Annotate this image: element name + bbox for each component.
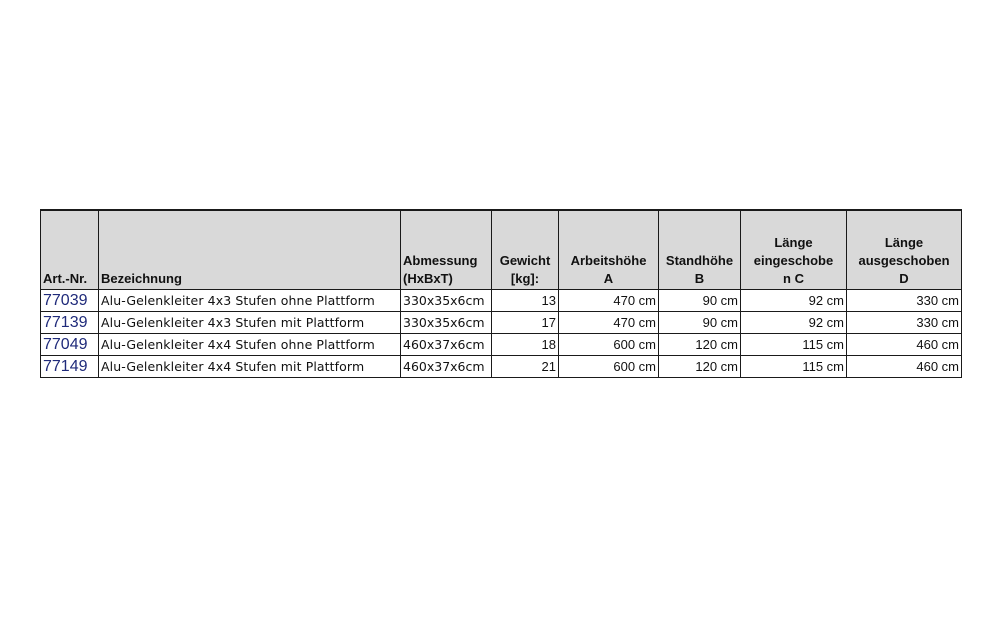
header-laenge-eingeschoben bbox=[741, 210, 847, 290]
header-laenge-ein-line-1: Länge bbox=[774, 235, 813, 250]
cell-arbeitshoehe: 470 cm bbox=[559, 290, 659, 312]
cell-abmessung: 460x37x6cm bbox=[401, 334, 492, 356]
cell-arbeitshoehe: 600 cm bbox=[559, 334, 659, 356]
header-gewicht-line-1: Gewicht bbox=[499, 253, 551, 268]
cell-laenge-ausgeschoben: 330 cm bbox=[847, 290, 962, 312]
header-row bbox=[41, 210, 962, 290]
cell-arbeitshoehe: 470 cm bbox=[559, 312, 659, 334]
cell-bezeichnung: Alu-Gelenkleiter 4x3 Stufen mit Plattform bbox=[99, 312, 401, 334]
header-art-nr bbox=[41, 210, 99, 290]
header-arbeitshoehe-line-2: A bbox=[603, 271, 614, 286]
cell-standhoehe: 120 cm bbox=[659, 334, 741, 356]
header-laenge-aus-line-2: ausgeschoben bbox=[858, 253, 950, 268]
header-gewicht bbox=[492, 210, 559, 290]
cell-art-nr: 77039 bbox=[41, 290, 99, 312]
cell-standhoehe: 90 cm bbox=[659, 290, 741, 312]
product-spec-table bbox=[40, 209, 962, 378]
header-abmessung bbox=[401, 210, 492, 290]
table-row bbox=[41, 356, 962, 378]
cell-abmessung: 460x37x6cm bbox=[401, 356, 492, 378]
cell-abmessung: 330x35x6cm bbox=[401, 312, 492, 334]
header-abmessung-line-2: (HxBxT) bbox=[403, 271, 453, 286]
header-arbeitshoehe-line-1: Arbeitshöhe bbox=[570, 253, 647, 268]
header-laenge-aus-line-3: D bbox=[899, 271, 909, 286]
header-standhoehe-line-2: B bbox=[694, 271, 705, 286]
cell-laenge-eingeschoben: 92 cm bbox=[741, 290, 847, 312]
cell-laenge-eingeschoben: 115 cm bbox=[741, 334, 847, 356]
header-arbeitshoehe bbox=[559, 210, 659, 290]
cell-gewicht: 18 bbox=[492, 334, 559, 356]
header-standhoehe bbox=[659, 210, 741, 290]
cell-standhoehe: 120 cm bbox=[659, 356, 741, 378]
cell-abmessung: 330x35x6cm bbox=[401, 290, 492, 312]
header-laenge-ein-line-3: n C bbox=[783, 271, 804, 286]
header-laenge-aus-line-1: Länge bbox=[884, 235, 924, 250]
cell-bezeichnung: Alu-Gelenkleiter 4x4 Stufen ohne Plattform bbox=[99, 334, 401, 356]
cell-laenge-ausgeschoben: 330 cm bbox=[847, 312, 962, 334]
product-spec-sheet bbox=[40, 209, 962, 378]
cell-laenge-ausgeschoben: 460 cm bbox=[847, 356, 962, 378]
table-row bbox=[41, 290, 962, 312]
header-bezeichnung-line-1: Bezeichnung bbox=[101, 271, 182, 286]
cell-gewicht: 21 bbox=[492, 356, 559, 378]
header-laenge-ein-line-2: eingeschobe bbox=[753, 253, 834, 268]
cell-laenge-ausgeschoben: 460 cm bbox=[847, 334, 962, 356]
header-bezeichnung bbox=[99, 210, 401, 290]
cell-art-nr: 77049 bbox=[41, 334, 99, 356]
cell-art-nr: 77149 bbox=[41, 356, 99, 378]
cell-laenge-eingeschoben: 115 cm bbox=[741, 356, 847, 378]
cell-gewicht: 17 bbox=[492, 312, 559, 334]
header-gewicht-line-2: [kg]: bbox=[510, 271, 540, 286]
cell-bezeichnung: Alu-Gelenkleiter 4x4 Stufen mit Plattform bbox=[99, 356, 401, 378]
cell-gewicht: 13 bbox=[492, 290, 559, 312]
header-laenge-ausgeschoben bbox=[847, 210, 962, 290]
table-row bbox=[41, 312, 962, 334]
cell-arbeitshoehe: 600 cm bbox=[559, 356, 659, 378]
table-row bbox=[41, 334, 962, 356]
header-standhoehe-line-1: Standhöhe bbox=[665, 253, 734, 268]
cell-bezeichnung: Alu-Gelenkleiter 4x3 Stufen ohne Plattform bbox=[99, 290, 401, 312]
header-art-nr-line-1: Art.-Nr. bbox=[43, 271, 88, 286]
header-abmessung-line-1: Abmessung bbox=[403, 253, 478, 268]
cell-laenge-eingeschoben: 92 cm bbox=[741, 312, 847, 334]
cell-art-nr: 77139 bbox=[41, 312, 99, 334]
cell-standhoehe: 90 cm bbox=[659, 312, 741, 334]
